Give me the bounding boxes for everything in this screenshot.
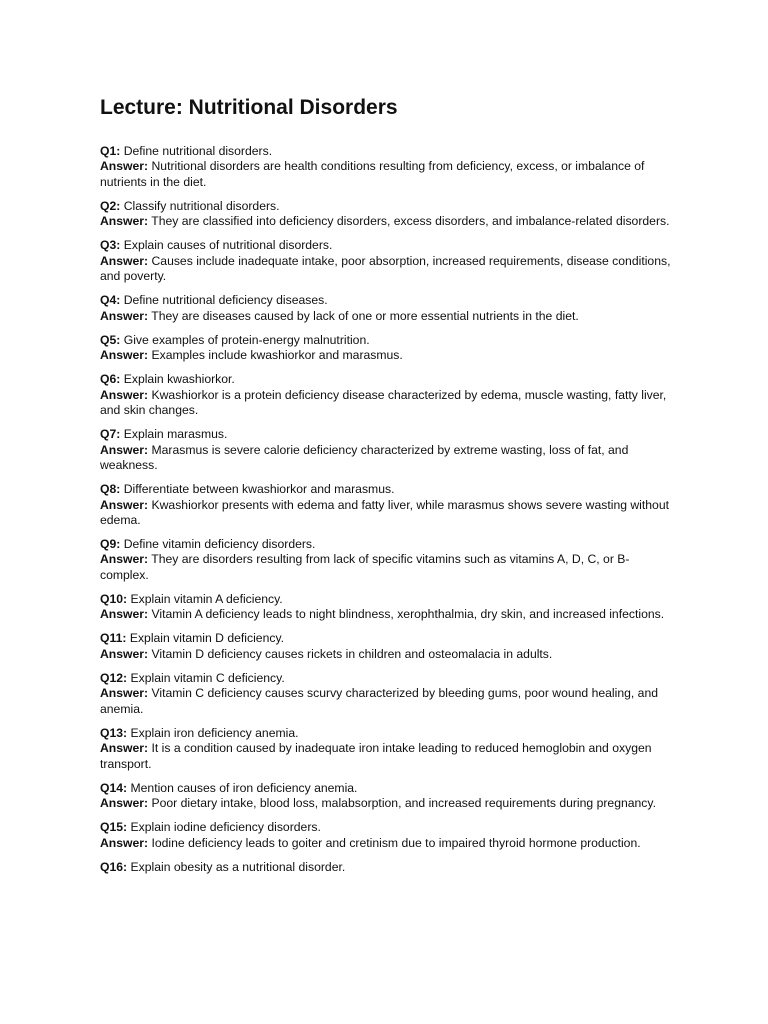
answer-text: Examples include kwashiorkor and marasmus. bbox=[151, 348, 403, 363]
question-text: Explain vitamin D deficiency. bbox=[129, 631, 285, 646]
qa-item bbox=[100, 592, 675, 623]
answer-label: Answer: bbox=[100, 214, 149, 229]
answer-label: Answer: bbox=[100, 308, 149, 323]
question-number: Q11: bbox=[100, 631, 127, 646]
question-number: Q5: bbox=[100, 332, 121, 347]
question-number: Q13: bbox=[100, 725, 128, 740]
question-text: Differentiate between kwashiorkor and marasmus. bbox=[123, 482, 395, 497]
qa-item bbox=[100, 860, 675, 875]
answer-text: They are diseases caused by lack of one or more essential nutrients in the diet. bbox=[151, 308, 579, 323]
answer-text: Causes include inadequate intake, poor absorption, increased requirements, disease conditions, and poverty. bbox=[100, 253, 671, 284]
answer-text: Iodine deficiency leads to goiter and cretinism due to impaired thyroid hormone production. bbox=[151, 835, 641, 850]
question-text: Explain obesity as a nutritional disorder. bbox=[130, 859, 346, 874]
qa-item bbox=[100, 238, 675, 284]
qa-item bbox=[100, 820, 675, 851]
question-text: Define nutritional disorders. bbox=[123, 144, 273, 158]
question-text: Define nutritional deficiency diseases. bbox=[123, 293, 328, 308]
answer-line bbox=[100, 836, 675, 851]
question-number: Q6: bbox=[100, 372, 121, 387]
question-text: Explain iodine deficiency disorders. bbox=[130, 820, 321, 835]
question-number: Q16: bbox=[100, 859, 128, 874]
question-text: Explain vitamin C deficiency. bbox=[130, 670, 285, 685]
answer-text: They are disorders resulting from lack of specific vitamins such as vitamins A, D, C, or B-complex. bbox=[100, 552, 630, 582]
qa-item bbox=[100, 482, 675, 528]
answer-line bbox=[100, 214, 675, 229]
answer-line bbox=[100, 796, 675, 811]
answer-text: Vitamin A deficiency leads to night blindness, xerophthalmia, dry skin, and increased infections. bbox=[151, 607, 665, 622]
question-line bbox=[100, 333, 675, 348]
question-text: Explain iron deficiency anemia. bbox=[130, 725, 299, 740]
answer-label: Answer: bbox=[100, 348, 149, 363]
answer-text: They are classified into deficiency disorders, excess disorders, and imbalance-related disorders. bbox=[151, 214, 670, 229]
question-number: Q3: bbox=[100, 238, 121, 253]
answer-label: Answer: bbox=[100, 387, 149, 402]
answer-text: Poor dietary intake, blood loss, malabsorption, and increased requirements during pregnancy. bbox=[151, 796, 656, 811]
answer-line bbox=[100, 607, 675, 622]
question-number: Q10: bbox=[100, 591, 128, 606]
answer-line bbox=[100, 741, 675, 772]
question-text: Define vitamin deficiency disorders. bbox=[123, 537, 316, 552]
answer-line bbox=[100, 498, 675, 529]
question-number: Q4: bbox=[100, 293, 121, 308]
answer-text: Marasmus is severe calorie deficiency characterized by extreme wasting, loss of fat, and weakness. bbox=[100, 442, 629, 473]
answer-label: Answer: bbox=[100, 835, 149, 850]
answer-line bbox=[100, 552, 675, 583]
answer-label: Answer: bbox=[100, 607, 149, 622]
question-text: Explain vitamin A deficiency. bbox=[130, 591, 283, 606]
qa-item bbox=[100, 726, 675, 772]
qa-list bbox=[100, 144, 675, 875]
question-line bbox=[100, 482, 675, 497]
answer-label: Answer: bbox=[100, 796, 149, 811]
question-line bbox=[100, 726, 675, 741]
qa-item bbox=[100, 333, 675, 364]
question-line bbox=[100, 781, 675, 796]
question-text: Mention causes of iron deficiency anemia. bbox=[130, 780, 358, 795]
question-line bbox=[100, 238, 675, 253]
answer-label: Answer: bbox=[100, 552, 149, 567]
qa-item bbox=[100, 537, 675, 583]
question-number: Q15: bbox=[100, 820, 128, 835]
answer-text: Kwashiorkor presents with edema and fatty liver, while marasmus shows severe wasting without edema. bbox=[100, 497, 670, 527]
answer-line bbox=[100, 388, 675, 419]
answer-label: Answer: bbox=[100, 686, 149, 701]
qa-item bbox=[100, 372, 675, 418]
answer-label: Answer: bbox=[100, 741, 149, 756]
qa-item bbox=[100, 631, 675, 662]
question-line bbox=[100, 592, 675, 607]
answer-line bbox=[100, 647, 675, 662]
question-line bbox=[100, 671, 675, 686]
question-line bbox=[100, 372, 675, 387]
answer-text: Kwashiorkor is a protein deficiency disease characterized by edema, muscle wasting, fatty liver, and skin changes. bbox=[100, 387, 667, 418]
question-line bbox=[100, 631, 675, 646]
answer-line bbox=[100, 443, 675, 474]
document-page bbox=[100, 94, 675, 884]
answer-text: Nutritional disorders are health conditions resulting from deficiency, excess, or imbalance of nutrients in the diet. bbox=[100, 159, 645, 189]
question-line bbox=[100, 199, 675, 214]
page-title: Lecture: Nutritional Disorders bbox=[100, 96, 398, 119]
question-line bbox=[100, 820, 675, 835]
question-text: Give examples of protein-energy malnutrition. bbox=[123, 332, 370, 347]
answer-line bbox=[100, 309, 675, 324]
question-line bbox=[100, 860, 675, 875]
qa-item bbox=[100, 671, 675, 717]
answer-line bbox=[100, 159, 675, 190]
answer-line bbox=[100, 686, 675, 717]
question-text: Explain kwashiorkor. bbox=[123, 372, 235, 387]
question-number: Q9: bbox=[100, 537, 121, 552]
question-text: Explain causes of nutritional disorders. bbox=[123, 238, 333, 253]
answer-label: Answer: bbox=[100, 442, 149, 457]
answer-text: It is a condition caused by inadequate iron intake leading to reduced hemoglobin and oxygen transport. bbox=[100, 741, 652, 771]
question-number: Q2: bbox=[100, 198, 121, 213]
question-line bbox=[100, 293, 675, 308]
question-number: Q8: bbox=[100, 482, 121, 497]
answer-line bbox=[100, 254, 675, 285]
answer-label: Answer: bbox=[100, 497, 149, 512]
answer-text: Vitamin D deficiency causes rickets in children and osteomalacia in adults. bbox=[151, 646, 553, 661]
question-number: Q7: bbox=[100, 427, 121, 442]
answer-label: Answer: bbox=[100, 159, 149, 174]
question-line bbox=[100, 144, 675, 159]
question-number: Q14: bbox=[100, 780, 128, 795]
qa-item bbox=[100, 781, 675, 812]
question-number: Q1: bbox=[100, 144, 121, 158]
qa-item bbox=[100, 427, 675, 473]
answer-label: Answer: bbox=[100, 646, 149, 661]
qa-item bbox=[100, 293, 675, 324]
question-text: Explain marasmus. bbox=[123, 427, 228, 442]
answer-text: Vitamin C deficiency causes scurvy characterized by bleeding gums, poor wound healing, and anemia. bbox=[100, 686, 658, 716]
qa-item bbox=[100, 199, 675, 230]
answer-label: Answer: bbox=[100, 253, 149, 268]
question-line bbox=[100, 427, 675, 442]
question-text: Classify nutritional disorders. bbox=[123, 198, 280, 213]
answer-line bbox=[100, 348, 675, 363]
qa-item bbox=[100, 144, 675, 190]
question-number: Q12: bbox=[100, 670, 128, 685]
question-line bbox=[100, 537, 675, 552]
